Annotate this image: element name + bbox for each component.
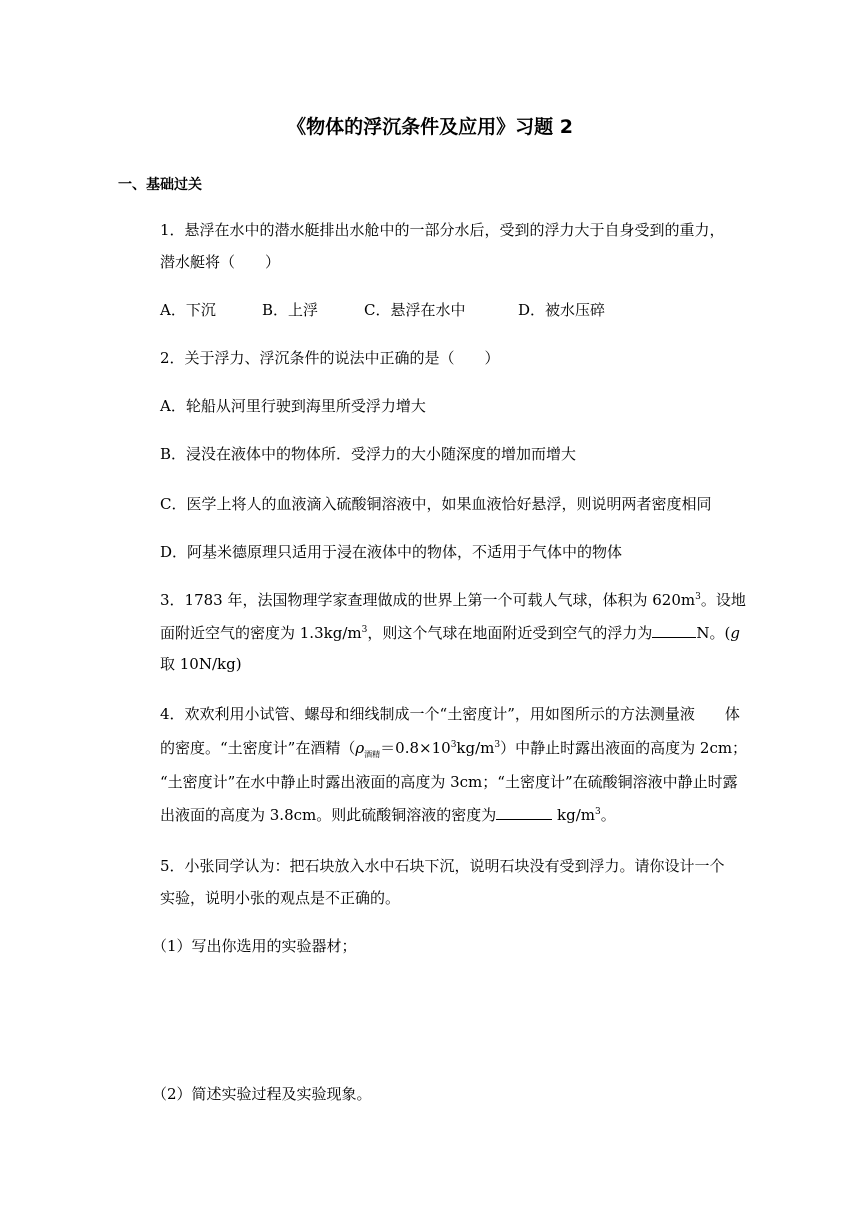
q5-line1: 5．小张同学认为：把石块放入水中石块下沉，说明石块没有受到浮力。请你设计一个 xyxy=(160,857,725,875)
q3-line3: 取 10N/kg) xyxy=(160,655,242,673)
q3-text: N。( xyxy=(696,624,731,642)
q3-exponent: 3 xyxy=(695,592,701,602)
section-heading: 一、基础过关 xyxy=(118,177,202,193)
page-title: 《物体的浮沉条件及应用》习题 2 xyxy=(287,116,573,138)
q3-text: 。设地 xyxy=(700,591,746,609)
q3-text: 面附近空气的密度为 1.3kg/m xyxy=(160,624,362,642)
q4-text: ）中静止时露出液面的高度为 2cm； xyxy=(500,739,748,757)
q4-text: 的密度。“土密度计”在酒精（ xyxy=(160,739,356,757)
q4-exponent: 3 xyxy=(494,740,501,750)
q1-option-a: A．下沉 xyxy=(160,301,216,319)
q4-text: 出液面的高度为 3.8cm。则此硫酸铜溶液的密度为 xyxy=(160,806,497,824)
q4-line3: “土密度计”在水中静止时露出液面的高度为 3cm；“土密度计”在硫酸铜溶液中静止时露 xyxy=(160,773,738,791)
q2-option-b: B．浸没在液体中的物体所．受浮力的大小随深度的增加而增大 xyxy=(160,445,577,463)
q2-stem: 2．关于浮力、浮沉条件的说法中正确的是（ ） xyxy=(160,349,500,367)
q4-text: kg/m xyxy=(456,739,495,757)
q4-text: kg/m xyxy=(552,806,595,824)
q4-text: 。 xyxy=(600,806,616,824)
q3-line2 xyxy=(160,622,740,643)
rho-subscript: 酒精 xyxy=(364,750,381,759)
q4-answer-blank[interactable] xyxy=(496,804,552,820)
q5-part1: （1）写出你选用的实验器材； xyxy=(152,937,357,955)
q5-part2: （2）简述实验过程及实验现象。 xyxy=(152,1085,372,1103)
q5-line2: 实验，说明小张的观点是不正确的。 xyxy=(160,889,401,907)
q4-text: ＝0.8×10 xyxy=(380,739,451,757)
q4-line2 xyxy=(160,738,747,758)
rho-symbol: ρ xyxy=(355,739,365,757)
q1-option-b: B．上浮 xyxy=(262,301,319,319)
q1-option-c: C．悬浮在水中 xyxy=(364,301,466,319)
q4-exponent: 3 xyxy=(595,807,601,817)
q4-line4 xyxy=(160,804,616,825)
q3-answer-blank[interactable] xyxy=(652,622,696,638)
q1-stem-line1: 1．悬浮在水中的潜水艇排出水舱中的一部分水后，受到的浮力大于自身受到的重力， xyxy=(160,221,725,239)
q2-option-c: C．医学上将人的血液滴入硫酸铜溶液中，如果血液恰好悬浮，则说明两者密度相同 xyxy=(160,495,712,513)
q3-text: ，则这个气球在地面附近受到空气的浮力为 xyxy=(367,624,653,642)
q2-option-d: D．阿基米德原理只适用于浸在液体中的物体，不适用于气体中的物体 xyxy=(160,543,623,561)
q2-option-a: A．轮船从河里行驶到海里所受浮力增大 xyxy=(160,397,426,415)
q3-g-symbol: g xyxy=(730,624,740,642)
q4-exponent: 3 xyxy=(450,740,457,750)
q1-options xyxy=(160,300,605,320)
q3-line1 xyxy=(160,590,746,610)
q4-line1: 4．欢欢利用小试管、螺母和细线制成一个“土密度计”，用如图所示的方法测量液 体 xyxy=(160,705,740,723)
q3-text: 3．1783 年，法国物理学家查理做成的世界上第一个可载人气球，体积为 620m xyxy=(160,591,696,609)
q1-option-d: D．被水压碎 xyxy=(518,301,606,319)
q3-exponent: 3 xyxy=(361,625,368,635)
q1-stem-line2: 潜水艇将（ ） xyxy=(160,253,281,271)
